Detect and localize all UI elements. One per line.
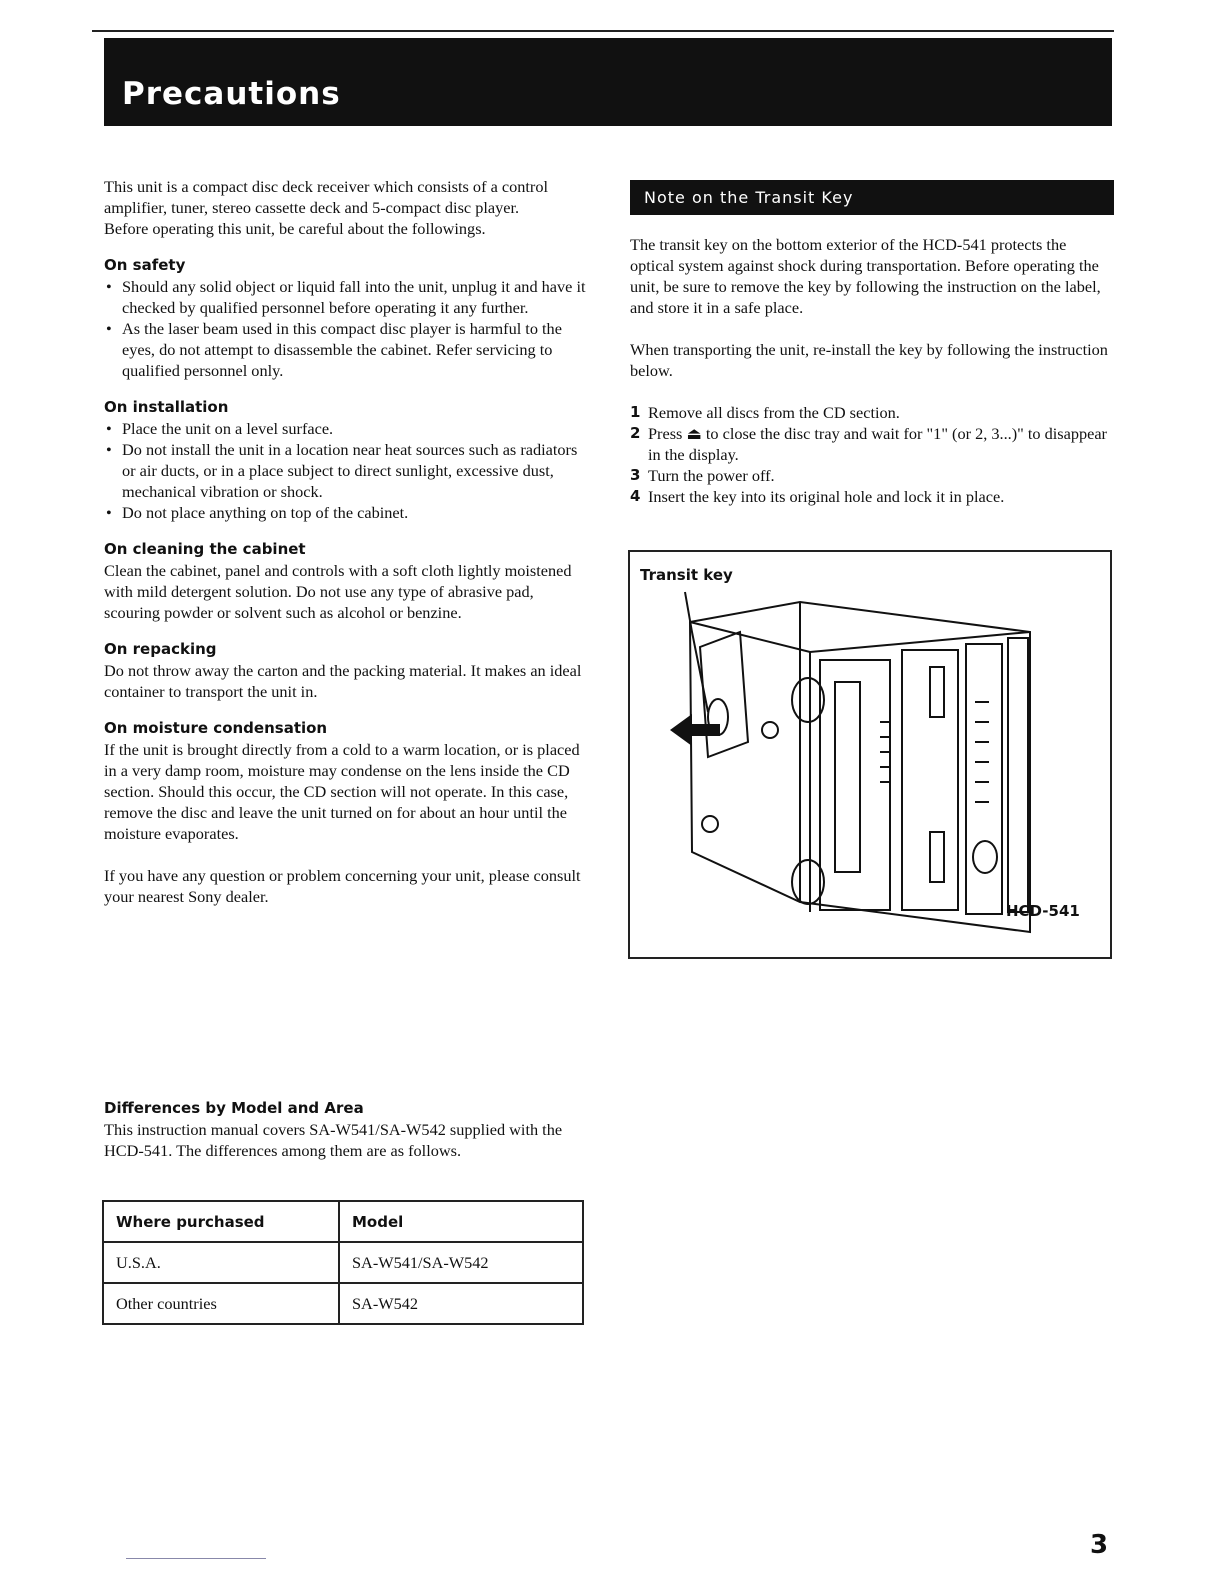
- differences-section: [104, 1098, 588, 1161]
- cleaning-section: [104, 539, 588, 623]
- repacking-section: [104, 639, 588, 702]
- cleaning-text: Clean the cabinet, panel and controls with a soft cloth lightly moistened with mild detergent solution. Do not use any type of abrasive pad, scouring powder or solvent such as alcohol or benzine.: [104, 561, 572, 622]
- safety-heading: On safety: [104, 256, 186, 274]
- bottom-rule: [126, 1558, 266, 1559]
- transit-key-figure: [628, 550, 1112, 959]
- step-item: 2 Press ⏏ to close the disc tray and wait for "1" (or 2, 3...)" to disappear in the display.: [630, 424, 1107, 464]
- safety-bullet: • As the laser beam used in this compact disc player is harmful to the eyes, do not attempt to disassemble the cabinet. Refer servicing to qualified personnel only.: [104, 318, 588, 381]
- top-rule: [92, 30, 1114, 32]
- step-text: Turn the power off.: [648, 466, 775, 485]
- installation-bullet: • Do not place anything on top of the cabinet.: [104, 502, 588, 523]
- moisture-text: If the unit is brought directly from a cold to a warm location, or is placed in a very damp room, moisture may condense on the lens inside the CD section. Should this occur, the CD section will not operate. In this case, remove the disc and leave the unit turned on for about an hour until the moisture evaporates.: [104, 740, 580, 843]
- step-item: 3 Turn the power off.: [630, 466, 775, 485]
- removal-arrow-icon: [670, 714, 720, 746]
- step-item: 4 Insert the key into its original hole and lock it in place.: [630, 487, 1005, 506]
- transit-paragraph-2: When transporting the unit, re-install the key by following the instruction below.: [630, 340, 1108, 380]
- installation-section: [104, 397, 588, 523]
- transit-paragraph: The transit key on the bottom exterior of the HCD-541 protects the optical system against shock during transportation. Before operating the unit, be sure to remove the key by following the instruction on the label, and store it in a safe place.: [630, 235, 1101, 317]
- intro-note: Before operating this unit, be careful about the followings.: [104, 219, 486, 238]
- table-cell: SA-W541/SA-W542: [339, 1242, 583, 1283]
- step-item: 1 Remove all discs from the CD section.: [630, 403, 900, 422]
- figure-label-transit-key: Transit key: [640, 566, 733, 584]
- table-header-row: [103, 1201, 583, 1242]
- title-banner: [104, 38, 1112, 126]
- differences-text: This instruction manual covers SA-W541/SA-W542 supplied with the HCD-541. The differences among them are as follows.: [104, 1120, 563, 1160]
- transit-key-plate: [700, 632, 748, 757]
- left-column: [104, 176, 588, 907]
- table-cell: U.S.A.: [103, 1242, 339, 1283]
- step-text: Insert the key into its original hole and lock it in place.: [648, 487, 1005, 506]
- contact-text: If you have any question or problem concerning your unit, please consult your nearest Sony dealer.: [104, 866, 581, 906]
- intro-paragraph: This unit is a compact disc deck receiver which consists of a control amplifier, tuner, stereo cassette deck and 5-compact disc player.: [104, 177, 548, 217]
- cleaning-heading: On cleaning the cabinet: [104, 540, 306, 558]
- unit-illustration: [630, 552, 1110, 957]
- contact-section: [104, 865, 588, 907]
- right-column: [630, 180, 1114, 507]
- table-row: [103, 1242, 583, 1283]
- installation-heading: On installation: [104, 398, 229, 416]
- table-cell: Other countries: [103, 1283, 339, 1324]
- transit-steps: [630, 402, 1114, 507]
- figure-label-model: HCD-541: [1006, 902, 1080, 920]
- transit-heading: Note on the Transit Key: [630, 180, 1114, 215]
- repacking-heading: On repacking: [104, 640, 217, 658]
- installation-bullet: • Do not install the unit in a location near heat sources such as radiators or air ducts, or in a place subject to direct sunlight, excessive dust, mechanical vibration or shock.: [104, 439, 588, 502]
- key-pointer-line: [685, 592, 708, 712]
- safety-section: [104, 255, 588, 381]
- installation-bullet: • Place the unit on a level surface.: [104, 418, 588, 439]
- table-header-cell: Model: [339, 1201, 583, 1242]
- step-text: Press ⏏ to close the disc tray and wait for "1" (or 2, 3...)" to disappear in the display.: [648, 424, 1107, 464]
- page-number: 3: [1090, 1530, 1109, 1560]
- step-text: Remove all discs from the CD section.: [648, 403, 900, 422]
- table-header-cell: Where purchased: [103, 1201, 339, 1242]
- safety-bullet: • Should any solid object or liquid fall into the unit, unplug it and have it checked by qualified personnel before operating it any further.: [104, 276, 588, 318]
- moisture-section: [104, 718, 588, 844]
- page-title: Precautions: [122, 76, 341, 112]
- table-row: [103, 1283, 583, 1324]
- repacking-text: Do not throw away the carton and the packing material. It makes an ideal container to transport the unit in.: [104, 661, 582, 701]
- differences-heading: Differences by Model and Area: [104, 1099, 364, 1117]
- model-table: [102, 1200, 584, 1325]
- moisture-heading: On moisture condensation: [104, 719, 328, 737]
- table-cell: SA-W542: [339, 1283, 583, 1324]
